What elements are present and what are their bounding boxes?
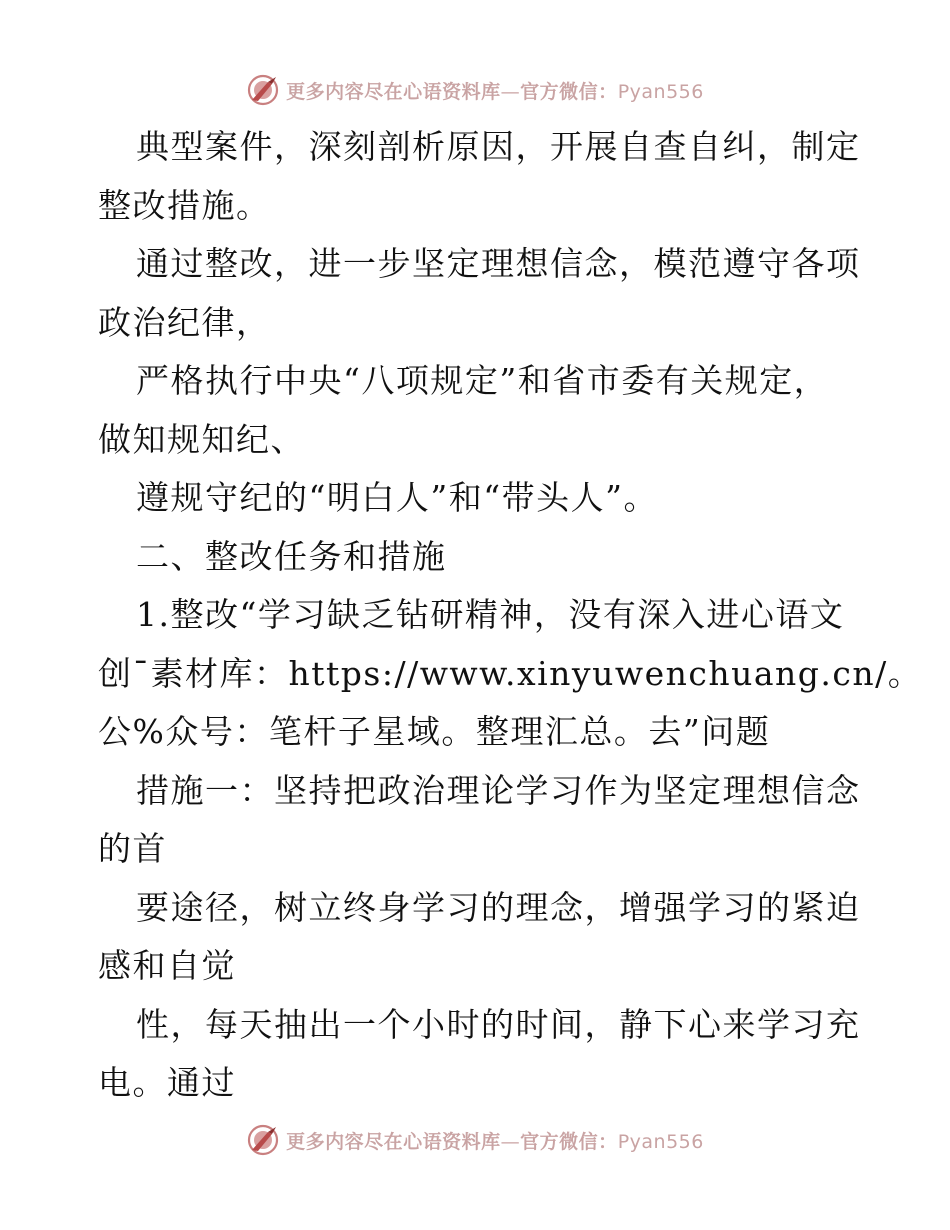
body-text-line: 创¯素材库：https://www.xinyuwenchuang.cn/。 bbox=[98, 653, 923, 693]
body-text-line: 电。通过 bbox=[98, 1063, 236, 1102]
body-text-line: 的首 bbox=[98, 829, 167, 868]
body-text-line: 政治纪律， bbox=[98, 302, 271, 342]
body-text-line: 1.整改“学习缺乏钻研精神，没有深入进心语文 bbox=[136, 595, 845, 634]
body-text-line: 二、整改任务和措施 bbox=[136, 536, 447, 576]
body-text-line: 遵规守纪的“明白人”和“带头人”。 bbox=[136, 478, 658, 517]
body-text-line: 严格执行中央“八项规定”和省市委有关规定， bbox=[136, 361, 829, 400]
header-banner-separator: — bbox=[500, 80, 521, 103]
quill-pen-logo-icon bbox=[246, 73, 280, 107]
body-text-line: 性，每天抽出一个小时的时间，静下心来学习充 bbox=[136, 1004, 861, 1044]
body-text-line: 措施一：坚持把政治理论学习作为坚定理想信念 bbox=[136, 770, 861, 810]
header-banner bbox=[0, 70, 950, 110]
footer-banner-text: 更多内容尽在心语资料库 bbox=[286, 1130, 501, 1153]
footer-banner-wechat-id: Pyan556 bbox=[617, 1130, 704, 1153]
footer-banner bbox=[0, 1120, 950, 1160]
quill-pen-logo-icon bbox=[246, 1123, 280, 1157]
header-banner-text: 更多内容尽在心语资料库 bbox=[286, 80, 501, 103]
header-banner-wechat-label: 官方微信： bbox=[520, 80, 618, 103]
body-text-line: 感和自觉 bbox=[98, 946, 236, 985]
body-text-line: 做知规知纪、 bbox=[98, 419, 305, 459]
body-text-line: 公%众号：笔杆子星域。整理汇总。去”问题 bbox=[98, 712, 771, 751]
body-text-line: 整改措施。 bbox=[98, 185, 271, 225]
body-text-line: 典型案件，深刻剖析原因，开展自查自纠，制定 bbox=[136, 127, 861, 166]
footer-banner-wechat-label: 官方微信： bbox=[520, 1130, 618, 1153]
body-text-line: 要途径，树立终身学习的理念，增强学习的紧迫 bbox=[136, 887, 861, 927]
body-text-line: 通过整改，进一步坚定理想信念，模范遵守各项 bbox=[136, 244, 861, 283]
header-banner-wechat-id: Pyan556 bbox=[617, 80, 704, 103]
footer-banner-separator: — bbox=[500, 1130, 521, 1153]
document-body bbox=[98, 118, 923, 1113]
